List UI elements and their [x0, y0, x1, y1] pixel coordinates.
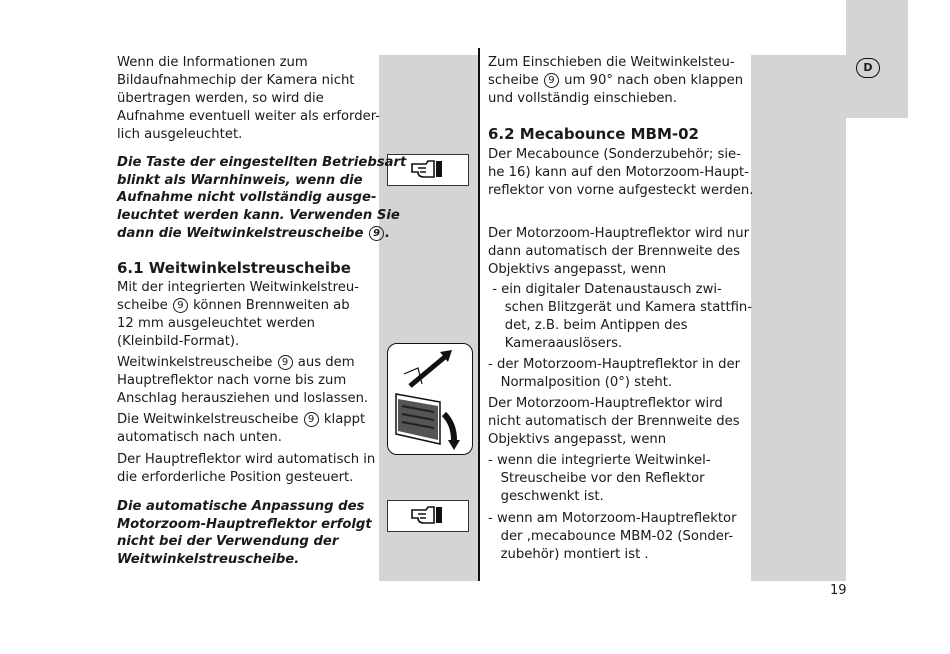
text-line: Aufnahme nicht vollständig ausge-	[117, 190, 377, 205]
text-line	[117, 411, 365, 429]
list-line: Normalposition (0°) steht.	[488, 375, 673, 390]
text-span: können Brennweiten ab	[193, 298, 350, 313]
text-line: he 16) kann auf den Motorzoom-Haupt-	[488, 165, 749, 180]
ref-number-badge: 9	[173, 298, 188, 313]
text-span: scheibe	[488, 73, 539, 88]
text-line: Objektivs angepasst, wenn	[488, 262, 667, 277]
text-line: Bildaufnahmechip der Kamera nicht	[117, 73, 355, 88]
text-line: Die Taste der eingestellten Betriebsart	[117, 155, 407, 170]
ref-number-badge: 9	[304, 412, 319, 427]
list-line: der ‚mecabounce MBM-02 (Sonder-	[488, 529, 734, 544]
text-line: nicht automatisch der Brennweite des	[488, 414, 740, 429]
text-line: nicht bei der Verwendung der	[117, 534, 339, 549]
text-line: Der Mecabounce (Sonderzubehör; sie-	[488, 147, 741, 162]
list-line: det, z.B. beim Antippen des	[488, 318, 688, 333]
text-line: dann automatisch der Brennweite des	[488, 244, 740, 259]
text-line: Motorzoom-Hauptreflektor erfolgt	[117, 517, 372, 532]
section-heading-6-2: 6.2 Mecabounce MBM-02	[488, 125, 699, 143]
note-hand-icon	[387, 500, 469, 532]
list-line: - ein digitaler Datenaustausch zwi-	[488, 282, 722, 297]
ref-number-badge: 9	[544, 73, 559, 88]
text-span: dann die Weitwinkelstreuscheibe	[117, 226, 364, 241]
text-line: Zum Einschieben die Weitwinkelsteu-	[488, 55, 735, 70]
list-line: zubehör) montiert ist .	[488, 547, 649, 562]
ref-number-badge: 9	[369, 226, 384, 241]
text-line: und vollständig einschieben.	[488, 91, 677, 106]
text-span: klappt	[323, 412, 366, 427]
text-line: Der Motorzoom-Hauptreflektor wird	[488, 396, 723, 411]
list-line: Streuscheibe vor den Reflektor	[488, 471, 705, 486]
language-tab-letter: D	[856, 58, 880, 78]
text-line: Aufnahme eventuell weiter als erforder-	[117, 109, 381, 124]
text-line: Hauptreflektor nach vorne bis zum	[117, 373, 347, 388]
text-line: Der Motorzoom-Hauptreflektor wird nur	[488, 226, 750, 241]
text-line: Mit der integrierten Weitwinkelstreu-	[117, 280, 360, 295]
margin-column-right	[751, 55, 846, 581]
text-line: reflektor von vorne aufgesteckt werden.	[488, 183, 754, 198]
section-heading-6-1: 6.1 Weitwinkelstreuscheibe	[117, 259, 351, 277]
text-line	[488, 72, 743, 90]
text-line: blinkt als Warnhinweis, wenn die	[117, 173, 363, 188]
list-line: - der Motorzoom-Hauptreflektor in der	[488, 357, 740, 372]
text-line: dann die Weitwinkelstreuscheibe 9 .	[117, 226, 391, 241]
list-line: schen Blitzgerät und Kamera stattfin-	[488, 300, 753, 315]
text-line: übertragen werden, so wird die	[117, 91, 324, 106]
list-line: geschwenkt ist.	[488, 489, 604, 504]
text-line: automatisch nach unten.	[117, 430, 282, 445]
text-span: aus dem	[297, 355, 355, 370]
language-tab	[846, 0, 908, 118]
text-span: um 90° nach oben klappen	[564, 73, 744, 88]
text-line: Die automatische Anpassung des	[117, 499, 365, 514]
list-line: Kameraauslösers.	[488, 336, 623, 351]
ref-number-badge: 9	[278, 355, 293, 370]
page-number: 19	[830, 583, 847, 598]
text-line: (Kleinbild-Format).	[117, 334, 240, 349]
list-line: - wenn am Motorzoom-Hauptreflektor	[488, 511, 737, 526]
column-divider	[478, 48, 480, 581]
text-line: 12 mm ausgeleuchtet werden	[117, 316, 315, 331]
text-line: Anschlag herausziehen und loslassen.	[117, 391, 369, 406]
text-line	[117, 297, 350, 315]
text-line: Weitwinkelstreuscheibe.	[117, 552, 300, 567]
text-span: scheibe	[117, 298, 168, 313]
list-line: - wenn die integrierte Weitwinkel-	[488, 453, 711, 468]
text-line: Objektivs angepasst, wenn	[488, 432, 667, 447]
wide-angle-diffuser-illustration	[387, 343, 473, 455]
text-line: die erforderliche Position gesteuert.	[117, 470, 354, 485]
text-line: lich ausgeleuchtet.	[117, 127, 243, 142]
text-line	[117, 354, 355, 372]
text-line: Der Hauptreflektor wird automatisch in	[117, 452, 376, 467]
text-span: Die Weitwinkelstreuscheibe	[117, 412, 299, 427]
text-line: leuchtet werden kann. Verwenden Sie	[117, 208, 400, 223]
text-line: Wenn die Informationen zum	[117, 55, 308, 70]
text-span: Weitwinkelstreuscheibe	[117, 355, 273, 370]
